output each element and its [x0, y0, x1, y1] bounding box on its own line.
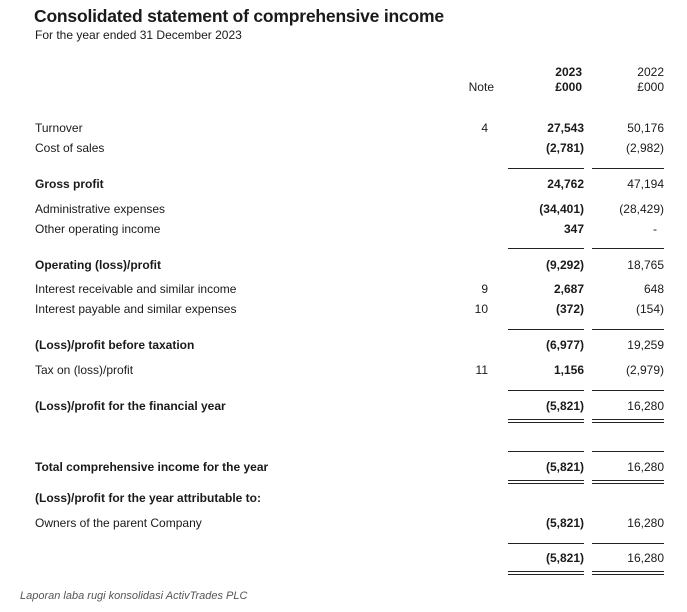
row-value-2022: 19,259 — [627, 338, 664, 352]
double-rule-2023 — [508, 480, 584, 481]
double-rule-2022 — [592, 571, 664, 572]
row-value-2023: (372) — [555, 302, 584, 316]
row-value-2022: 16,280 — [627, 399, 664, 413]
row-note: 4 — [481, 121, 488, 135]
table-row-owners-of-parent — [0, 516, 687, 532]
row-value-2023: (34,401) — [539, 202, 584, 216]
row-value-2023: (5,821) — [545, 399, 584, 413]
table-row-total-comprehensive-income — [0, 460, 687, 476]
table-row-gross-profit — [0, 177, 687, 193]
table-row-attributable-total — [0, 551, 687, 567]
row-note: 9 — [481, 282, 488, 296]
double-rule-2022 — [592, 480, 664, 481]
row-label: (Loss)/profit for the financial year — [35, 399, 226, 413]
double-rule-2022 — [592, 574, 664, 575]
subtotal-rule-2022 — [592, 329, 664, 330]
row-value-2022: (2,982) — [625, 141, 664, 155]
row-value-2022: (28,429) — [619, 202, 664, 216]
unit-2023-label: £000 — [555, 80, 582, 94]
row-value-2022: 16,280 — [627, 551, 664, 565]
row-value-2023: 24,762 — [547, 177, 584, 191]
row-value-2023: (6,977) — [545, 338, 584, 352]
row-value-2023: 1,156 — [553, 363, 584, 377]
row-value-2022: 47,194 — [627, 177, 664, 191]
table-row-interest-receivable — [0, 282, 687, 298]
table-row-profit-before-taxation — [0, 338, 687, 354]
row-value-2022: 648 — [643, 282, 664, 296]
double-rule-2023 — [508, 419, 584, 420]
row-label: Other operating income — [35, 222, 161, 236]
row-label: Total comprehensive income for the year — [35, 460, 269, 474]
row-label: Owners of the parent Company — [35, 516, 202, 530]
row-label: Cost of sales — [35, 141, 105, 155]
year-2023-label: 2023 — [555, 65, 582, 79]
row-value-2023: 27,543 — [547, 121, 584, 135]
year-2022-label: 2022 — [637, 65, 664, 79]
row-value-2023: (5,821) — [545, 460, 584, 474]
subtotal-rule-2022 — [592, 543, 664, 544]
table-row-operating-profit — [0, 258, 687, 274]
row-value-2023: 347 — [563, 222, 584, 236]
statement-title: Consolidated statement of comprehensive income — [34, 6, 444, 26]
row-value-2023: (9,292) — [545, 258, 584, 272]
double-rule-2022 — [592, 483, 664, 484]
double-rule-2022 — [592, 419, 664, 420]
table-row-cost-of-sales — [0, 141, 687, 157]
row-label: Operating (loss)/profit — [35, 258, 161, 272]
year-2023-header — [520, 65, 582, 95]
subtotal-rule-2023 — [508, 543, 584, 544]
double-rule-2023 — [508, 571, 584, 572]
subtotal-rule-2023 — [508, 329, 584, 330]
row-label: (Loss)/profit for the year attributable to: — [35, 491, 262, 505]
row-value-2022: 50,176 — [627, 121, 664, 135]
note-column-header: Note — [468, 80, 494, 94]
table-row-attributable-heading — [0, 491, 687, 507]
row-label: Tax on (loss)/profit — [35, 363, 134, 377]
subtotal-rule-2023 — [508, 168, 584, 169]
row-value-2023: (5,821) — [545, 516, 584, 530]
table-row-administrative-expenses — [0, 202, 687, 218]
row-label: Interest receivable and similar income — [35, 282, 237, 296]
row-label: Gross profit — [35, 177, 104, 191]
row-value-2022: (154) — [635, 302, 664, 316]
row-value-2022: 16,280 — [627, 516, 664, 530]
row-value-2022: (2,979) — [625, 363, 664, 377]
row-value-2023: 2,687 — [553, 282, 584, 296]
double-rule-2023 — [508, 574, 584, 575]
double-rule-2023 — [508, 483, 584, 484]
subtotal-rule-2023 — [508, 451, 584, 452]
table-row-profit-for-financial-year — [0, 399, 687, 415]
subtotal-rule-2022 — [592, 248, 664, 249]
unit-2022-label: £000 — [637, 80, 664, 94]
table-row-interest-payable — [0, 302, 687, 318]
row-label: Administrative expenses — [35, 202, 166, 216]
row-value-2022: - — [653, 222, 657, 236]
row-label: (Loss)/profit before taxation — [35, 338, 195, 352]
double-rule-2022 — [592, 422, 664, 423]
row-note: 10 — [474, 302, 488, 316]
subtotal-rule-2022 — [592, 390, 664, 391]
subtotal-rule-2023 — [508, 248, 584, 249]
year-2022-header — [600, 65, 664, 95]
table-row-tax — [0, 363, 687, 379]
row-value-2022: 18,765 — [627, 258, 664, 272]
double-rule-2023 — [508, 422, 584, 423]
image-caption: Laporan laba rugi konsolidasi ActivTrades PLC — [20, 590, 248, 602]
subtotal-rule-2023 — [508, 390, 584, 391]
table-row-turnover — [0, 121, 687, 137]
row-label: Turnover — [35, 121, 83, 135]
statement-subtitle: For the year ended 31 December 2023 — [35, 28, 242, 42]
subtotal-rule-2022 — [592, 168, 664, 169]
row-value-2023: (2,781) — [545, 141, 584, 155]
row-value-2023: (5,821) — [545, 551, 584, 565]
row-label: Interest payable and similar expenses — [35, 302, 237, 316]
table-row-other-operating-income — [0, 222, 687, 238]
row-note: 11 — [475, 363, 488, 377]
subtotal-rule-2022 — [592, 451, 664, 452]
row-value-2022: 16,280 — [627, 460, 664, 474]
